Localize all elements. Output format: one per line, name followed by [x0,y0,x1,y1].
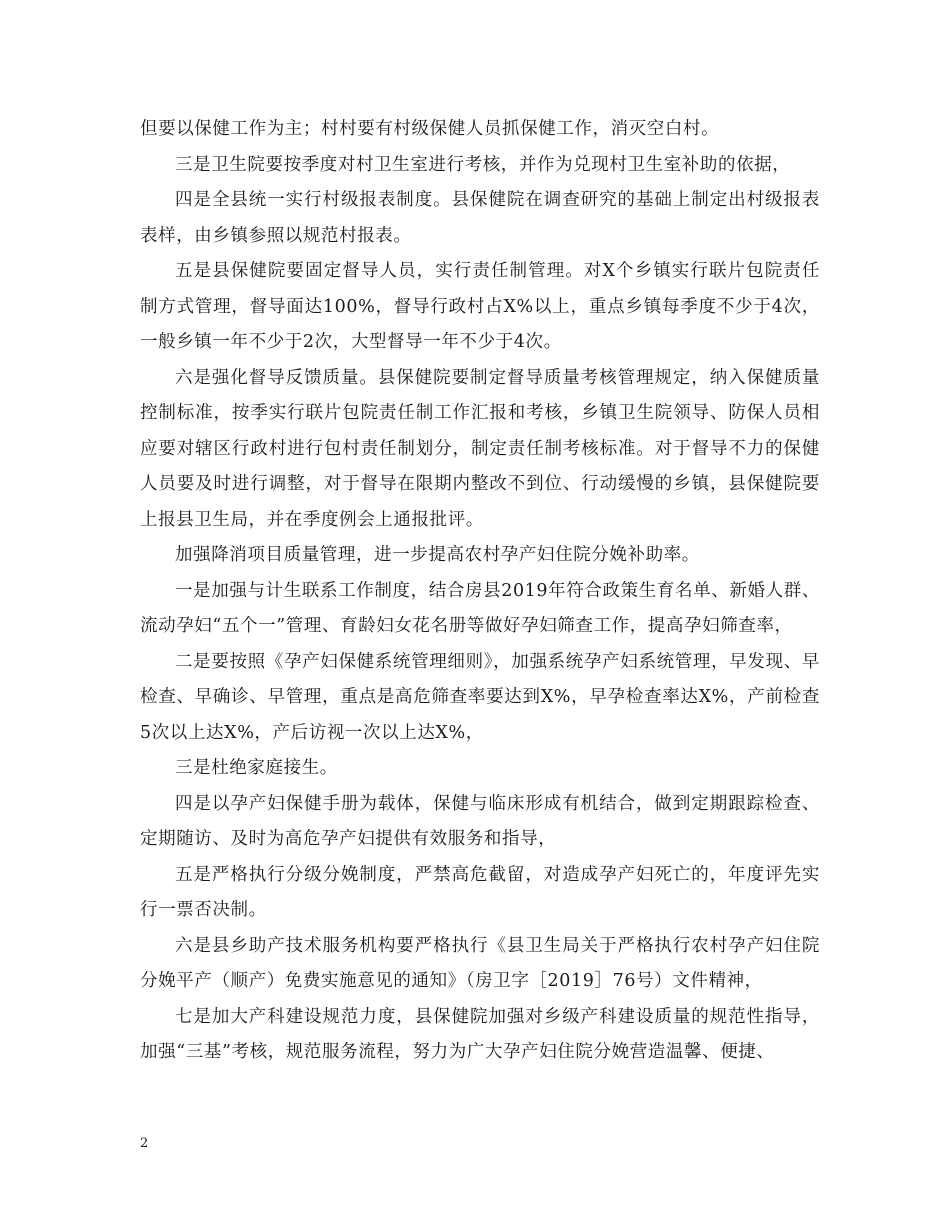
paragraph: 但要以保健工作为主；村村要有村级保健人员抓保健工作，消灭空白村。 [140,119,720,139]
paragraph: 五是严格执行分级分娩制度，严禁高危截留，对造成孕产妇死亡的，年度评先实行一票否决制。 [140,864,820,920]
paragraph: 五是县保健院要固定督导人员，实行责任制管理。对X个乡镇实行联片包院责任制方式管理，督导面达100%，督导行政村占X%以上，重点乡镇每季度不少于4次，一般乡镇一年不少于2次，大型督导一年不少于4次。 [140,261,820,352]
paragraph: 四是全县统一实行村级报表制度。县保健院在调查研究的基础上制定出村级报表表样，由乡镇参照以规范村报表。 [140,190,820,246]
paragraph: 七是加大产科建设规范力度，县保健院加强对乡级产科建设质量的规范性指导，加强“三基”考核，规范服务流程，努力为广大孕产妇住院分娩营造温馨、便捷、 [140,1006,820,1062]
paragraph: 三是杜绝家庭接生。 [175,758,338,778]
paragraph: 四是以孕产妇保健手册为载体，保健与临床形成有机结合，做到定期跟踪检查、定期随访、及时为高危孕产妇提供有效服务和指导， [140,793,820,849]
paragraph: 三是卫生院要按季度对村卫生室进行考核，并作为兑现村卫生室补助的依据， [175,154,791,175]
document-body [140,112,820,1071]
page-number: 2 [140,1136,149,1151]
paragraph: 加强降消项目质量管理，进一步提高农村孕产妇住院分娩补助率。 [175,545,700,565]
paragraph: 一是加强与计生联系工作制度，结合房县2019年符合政策生育名单、新婚人群、流动孕妇“五个一”管理、育龄妇女花名册等做好孕妇筛查工作，提高孕妇筛查率， [140,580,820,636]
paragraph: 六是县乡助产技术服务机构要严格执行《县卫生局关于严格执行农村孕产妇住院分娩平产（顺产）免费实施意见的通知》（房卫字［2019］76号）文件精神， [140,935,820,991]
paragraph: 六是强化督导反馈质量。县保健院要制定督导质量考核管理规定，纳入保健质量控制标准，按季实行联片包院责任制工作汇报和考核，乡镇卫生院领导、防保人员相应要对辖区行政村进行包村责任制划分，制定责任制考核标准。对于督导不力的保健人员要及时进行调整，对于督导在限期内整改不到位、行动缓慢的乡镇，县保健院要上报县卫生局，并在季度例会上通报批评。 [140,367,820,530]
paragraph: 二是要按照《孕产妇保健系统管理细则》，加强系统孕产妇系统管理，早发现、早检查、早确诊、早管理，重点是高危筛查率要达到X%，早孕检查率达X%，产前检查5次以上达X%，产后访视一次以上达X%， [140,651,820,743]
